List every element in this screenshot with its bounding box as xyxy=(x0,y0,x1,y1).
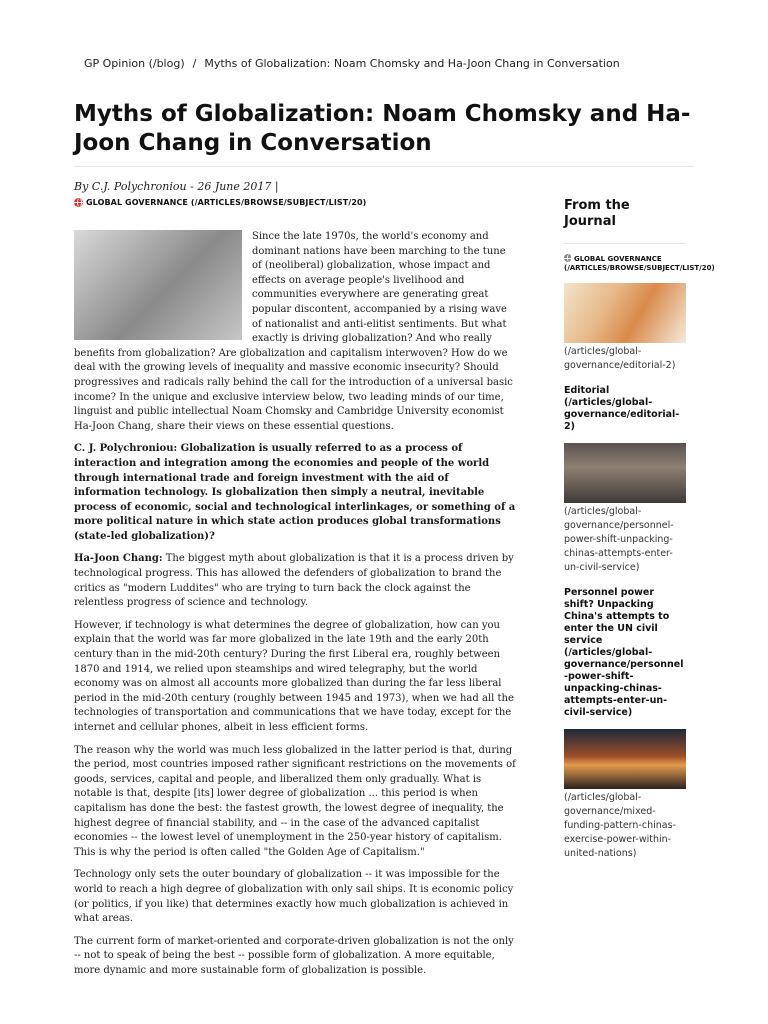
globe-icon xyxy=(564,254,572,262)
sidebar-subject-label: GLOBAL GOVERNANCE (/ARTICLES/BROWSE/SUBJECT/LIST/20) xyxy=(564,254,715,272)
answer-paragraph xyxy=(74,552,516,610)
article-subject-tag[interactable] xyxy=(74,198,366,207)
breadcrumb xyxy=(84,57,620,70)
breadcrumb-separator: / xyxy=(192,57,197,70)
sidebar-subject-tag[interactable] xyxy=(564,254,715,273)
title-divider xyxy=(74,166,694,167)
page-title: Myths of Globalization: Noam Chomsky and Ha-Joon Chang in Conversation xyxy=(74,101,691,156)
answer-text: The biggest myth about globalization is that it is a process driven by technological progress. This has allowed the defenders of globalization to brand the critics as "modern Luddites" who are trying to turn back the clock against the relentless progress of science and technology. xyxy=(74,553,514,609)
answer-paragraph: The reason why the world was much less globalized in the latter period is that, during the period, most countries imposed rather significant restrictions on the movements of goods, services, capital and people, and liberalized them only gradually. What is notable is that, despite [its] lower degree of globalization ... this period is when capitalism has done the best: the fastest growth, the lowest degree of inequality, the highest degree of financial stability, and -- in the case of the advanced capitalist economies -- the lowest level of unemployment in the 250-year history of capitalism. This is why the period is often called "the Golden Age of Capitalism." xyxy=(74,744,516,858)
author-portrait-image xyxy=(74,230,242,340)
sidebar-heading: From the Journal xyxy=(564,198,686,244)
interview-question: C. J. Polychroniou: Globalization is usually referred to as a process of interaction and integration among the economies and people of the world through international trade and foreign investment with the aid of information technology. Is globalization then simply a neutral, inevitable process of economic, social and technological interlinkages, or something of a more political nature in which state action produces global transformations (state-led globalization)? xyxy=(74,443,516,542)
globe-icon xyxy=(74,198,83,207)
sidebar-item-link[interactable]: (/articles/global-governance/mixed-funding-pattern-chinas-exercise-power-within-united-nations) xyxy=(564,791,676,859)
article-subject-label: GLOBAL GOVERNANCE (/ARTICLES/BROWSE/SUBJECT/LIST/20) xyxy=(86,198,367,207)
answer-paragraph: The current form of market-oriented and corporate-driven globalization is not the only -- not to speak of being the best -- possible form of globalization. A more equitable, more dynamic and more sustainable form of globalization is possible. xyxy=(74,935,514,976)
article-body xyxy=(74,230,516,987)
breadcrumb-home-link[interactable]: GP Opinion (/blog) xyxy=(84,57,185,70)
journal-sidebar xyxy=(564,198,715,873)
sidebar-item-title[interactable]: Personnel power shift? Unpacking China's attempts to enter the UN civil service (/articles/global-governance/personnel-power-shift-unpacking-chinas-attempts-enter-un-civil-service) xyxy=(564,586,684,718)
answer-paragraph: However, if technology is what determines the degree of globalization, how can you explain that the world was far more globalized in the late 19th and the early 20th century than in the mid-20th century? During the first Liberal era, roughly between 1870 and 1914, we relied upon steamships and wired telegraphy, but the world economy was on almost all accounts more globalized than during the far less liberal period in the mid-20th century (roughly between 1945 and 1973), when we had all the technologies of transportation and communications that we have today, except for the internet and cellular phones, albeit in less efficient forms. xyxy=(74,619,514,733)
sidebar-item-link[interactable]: (/articles/global-governance/editorial-2) xyxy=(564,345,676,371)
answer-paragraph: Technology only sets the outer boundary of globalization -- it was impossible for the world to reach a high degree of globalization with only sail ships. It is economic policy (or politics, if you like) that determines exactly how much globalization is achieved in what areas. xyxy=(74,869,514,925)
sidebar-item-title[interactable]: Editorial (/articles/global-governance/editorial-2) xyxy=(564,384,680,432)
article-intro: Since the late 1970s, the world's economy and dominant nations have been marching to the tune of (neoliberal) globalization, whose impact and effects on average people's livelihood and communities everywhere are generating great popular discontent, accompanied by a rising wave of nationalist and anti-elitist sentiments. But what exactly is driving globalization? And who really benefits from globalization? Are globalization and capitalism interwoven? How do we deal with the growing levels of inequality and massive economic insecurity? Should progressives and radicals rally behind the call for the introduction of a universal basic income? In the unique and exclusive interview below, two leading minds of our time, linguist and public intellectual Noam Chomsky and Cambridge University economist Ha-Joon Chang, share their views on these essential questions. xyxy=(74,231,513,432)
mixed-funding-thumbnail[interactable] xyxy=(564,729,686,789)
sidebar-item-link[interactable]: (/articles/global-governance/personnel-power-shift-unpacking-chinas-attempts-enter-un-civil-service) xyxy=(564,505,674,573)
breadcrumb-current: Myths of Globalization: Noam Chomsky and Ha-Joon Chang in Conversation xyxy=(204,57,620,70)
answer-speaker: Ha-Joon Chang: xyxy=(74,553,163,565)
article-byline: By C.J. Polychroniou - 26 June 2017 | xyxy=(74,180,279,193)
personnel-shift-thumbnail[interactable] xyxy=(564,443,686,503)
editorial-thumbnail[interactable] xyxy=(564,283,686,343)
